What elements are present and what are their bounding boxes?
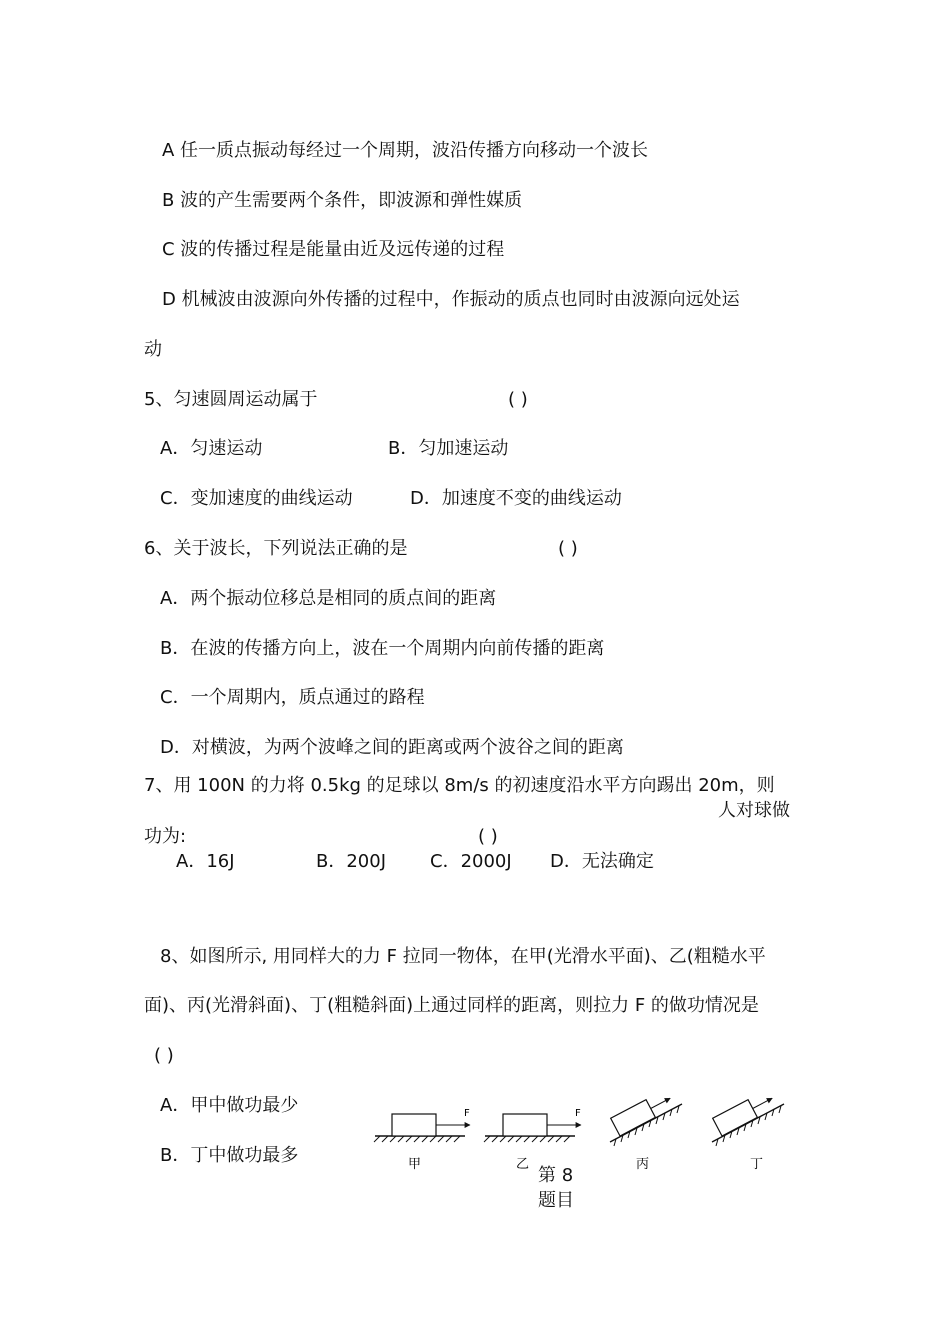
- q7-option-b: B．200J: [316, 851, 387, 872]
- q4-option-d-line1: D 机械波由波源向外传播的过程中，作振动的质点也同时由波源向远处运: [162, 289, 740, 310]
- q8-option-a: A．甲中做功最少: [160, 1095, 299, 1116]
- q8-stem-line2: 面)、丙(光滑斜面)、丁(粗糙斜面)上通过同样的距离，则拉力 F 的做功情况是: [144, 995, 759, 1016]
- q8-answer-bracket: ( ): [154, 1045, 174, 1066]
- figure-ding-incline-rough: [712, 1092, 784, 1146]
- force-label-jia: F: [464, 1108, 470, 1119]
- figure-label-jia: 甲: [408, 1157, 422, 1172]
- q5-answer-bracket: ( ): [508, 389, 528, 410]
- block-yi: [503, 1114, 547, 1136]
- figure-caption-line2: 题目: [538, 1190, 574, 1211]
- q5-option-a: A．匀速运动: [160, 438, 263, 459]
- q7-stem-line1: 7、用 100N 的力将 0.5kg 的足球以 8m/s 的初速度沿水平方向踢出 20m，则: [144, 775, 775, 796]
- block-jia: [392, 1114, 436, 1136]
- q6-option-b: B．在波的传播方向上，波在一个周期内向前传播的距离: [160, 638, 605, 659]
- figure-label-ding: 丁: [750, 1157, 764, 1172]
- force-arrow-ding: [753, 1098, 772, 1108]
- force-arrow-bing: [651, 1098, 670, 1108]
- q5-option-d: D．加速度不变的曲线运动: [410, 488, 622, 509]
- q7-option-d: D．无法确定: [550, 851, 654, 872]
- q7-answer-bracket: ( ): [478, 826, 498, 847]
- q8-figure: [370, 1092, 800, 1182]
- q4-option-d-line2: 动: [144, 339, 162, 360]
- q8-stem-line1: 8、如图所示, 用同样大的力 F 拉同一物体，在甲(光滑水平面)、乙(粗糙水平: [160, 946, 766, 967]
- q7-option-a: A．16J: [176, 851, 235, 872]
- q6-option-a: A．两个振动位移总是相同的质点间的距离: [160, 588, 497, 609]
- q7-option-c: C．2000J: [430, 851, 512, 872]
- q7-stem-right: 人对球做: [718, 800, 790, 821]
- q6-stem: 6、关于波长，下列说法正确的是: [144, 538, 408, 559]
- figure-jia-horizontal-smooth: [374, 1114, 470, 1142]
- figure-yi-horizontal-rough: [484, 1114, 581, 1142]
- figure-bing-incline-smooth: [610, 1092, 682, 1146]
- q7-stem-line2: 功为:: [144, 826, 187, 847]
- q8-option-b: B．丁中做功最多: [160, 1145, 299, 1166]
- q4-option-c: C 波的传播过程是能量由近及远传递的过程: [162, 239, 505, 260]
- q4-option-a: A 任一质点振动每经过一个周期，波沿传播方向移动一个波长: [162, 140, 649, 161]
- figure-label-bing: 丙: [636, 1157, 650, 1172]
- q6-answer-bracket: ( ): [558, 538, 578, 559]
- q5-option-b: B．匀加速运动: [388, 438, 509, 459]
- q4-option-b: B 波的产生需要两个条件，即波源和弹性媒质: [162, 190, 523, 211]
- q6-option-d: D．对横波，为两个波峰之间的距离或两个波谷之间的距离: [160, 737, 624, 758]
- q5-option-c: C．变加速度的曲线运动: [160, 488, 353, 509]
- force-label-yi: F: [575, 1108, 581, 1119]
- figure-caption-line1: 第 8: [538, 1165, 574, 1186]
- q5-stem: 5、匀速圆周运动属于: [144, 389, 318, 410]
- q6-option-c: C．一个周期内，质点通过的路程: [160, 687, 425, 708]
- figure-label-yi: 乙: [516, 1157, 530, 1172]
